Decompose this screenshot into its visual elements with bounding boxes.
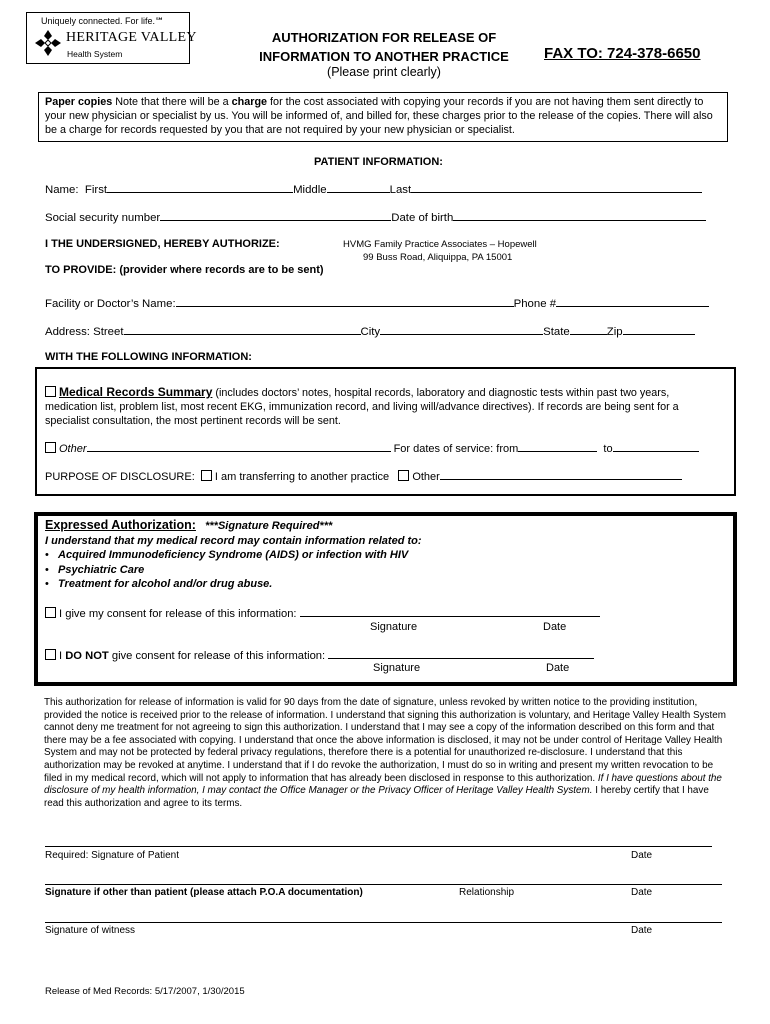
relationship-label: Relationship [459,887,515,898]
heritage-valley-logo-icon [34,29,62,57]
zip-field[interactable] [623,323,695,335]
patient-info-heading: PATIENT INFORMATION: [314,156,443,168]
no-consent-signature-field[interactable] [328,647,594,659]
disclaimer-text: This authorization for release of information is valid for 90 days from the date of signature, unless revoked by written notice to the providing institution, provided the notice is received prior to the release of information. I understand that signing this authorization is voluntary, and Heritage Valley Health System cannot deny me treatment for not agreeing to sign this authorization. I understand that I may see a copy of the information described on this form and that there may be a fee associated with copying. I understand that once the above information is disclosed, it may not be under control of Heritage Valley Health System and may not be protected by federal privacy regulations, therefore there is a potential for unauthorized re-disclosure. I understand that this authorization may be revoked at anytime. I understand that if I do revoke the authorization, I must do so in writing and present my written revocation to be filed in my medical record, which will not apply to information that has already been disclosed in response to this authorization. [44,697,726,784]
other-label: Other [59,443,87,455]
transfer-checkbox[interactable] [201,470,212,481]
phone-label: Phone # [513,298,557,310]
logo-name: HERITAGE VALLEY [66,30,197,45]
list-item: • Treatment for alcohol and/or drug abuse. [45,578,273,590]
middle-name-field[interactable] [327,181,390,193]
expressed-block [45,518,422,592]
provider-line2: 99 Buss Road, Aliquippa, PA 15001 [363,252,513,263]
other-date-label: Date [631,887,653,898]
other-row [45,440,699,455]
authorize-label: I THE UNDERSIGNED, HEREBY AUTHORIZE: [45,238,280,250]
medical-summary-text2: medication list, problem list, most recent EKG, immunization record, and living will/advance directives). If records are being sent for a [45,401,679,413]
no-consent-bold: DO NOT [65,650,109,662]
no-consent-checkbox[interactable] [45,649,56,660]
paper-copies-text2: for the cost associated with copying your records if you are not having them sent directly to your new physician or specialist by us. You will be informed of, and billed for, these charges prior to the release of the copies. There will also be a charge for records requested by you that are not required by your new physician or specialist. [45,96,713,137]
ssn-label: Social security number [45,212,161,224]
name-label: Name: [45,184,79,196]
address-row [45,323,695,338]
state-field[interactable] [570,323,607,335]
dates-label: For dates of service: from [393,443,519,455]
other-field[interactable] [87,440,391,452]
city-field[interactable] [380,323,543,335]
to-provide-label: TO PROVIDE: (provider where records are to be sent) [45,264,324,276]
name-row [45,181,702,196]
medical-summary-block [45,385,729,428]
list-item: • Psychiatric Care [45,563,145,576]
zip-label: Zip [606,326,623,338]
middle-label: Middle [293,184,327,196]
consent-row [45,605,600,620]
logo-tagline: Uniquely connected. For life.℠ [41,16,165,26]
ssn-field[interactable] [160,209,391,221]
understand-text: I understand that my medical record may contain information related to: [45,534,422,547]
witness-signature-label: Signature of witness [45,925,136,936]
disclaimer-end: I hereby certify that I have read this authorization and agree to its terms. [44,785,709,809]
patient-date-label: Date [631,850,653,861]
expressed-title: Expressed Authorization: [45,518,196,532]
address-label: Address: Street [45,326,124,338]
sensitive-info-list [45,548,422,592]
no-consent-suffix: give consent for release of this information: [108,650,326,662]
following-info-heading: WITH THE FOLLOWING INFORMATION: [45,351,252,363]
first-label: First [84,184,108,196]
to-label: to [603,443,613,455]
state-label: State [543,326,570,338]
provider-line1: HVMG Family Practice Associates – Hopewell [343,239,537,250]
logo-system: Health System [67,49,123,59]
dob-field[interactable] [453,209,706,221]
disclaimer-paragraph [44,697,728,810]
other-checkbox[interactable] [45,442,56,453]
facility-label: Facility or Doctor’s Name: [45,298,176,310]
witness-signature-line[interactable] [45,922,722,923]
last-name-field[interactable] [411,181,702,193]
facility-name-field[interactable] [176,295,514,307]
witness-date-label: Date [631,925,653,936]
medical-summary-text1: (includes doctors’ notes, hospital records, laboratory and diagnostic tests within past two years, [212,387,670,399]
no-consent-row [45,647,594,662]
other-signature-line[interactable] [45,884,722,885]
no-consent-date-label: Date [546,662,570,674]
patient-signature-label: Required: Signature of Patient [45,850,179,861]
paper-copies-text1: Note that there will be a [112,96,232,108]
phone-field[interactable] [556,295,709,307]
medical-summary-text3: specialist consultation, the most pertinent records will be sent. [45,415,341,427]
transfer-label: I am transferring to another practice [214,471,390,483]
paper-copies-charge: charge [231,96,268,108]
consent-signature-field[interactable] [300,605,600,617]
dob-label: Date of birth [391,212,454,224]
consent-label: I give my consent for release of this information: [59,608,297,620]
patient-signature-line[interactable] [45,846,712,847]
title-line1: AUTHORIZATION FOR RELEASE OF [271,30,497,45]
purpose-other-checkbox[interactable] [398,470,409,481]
last-label: Last [389,184,412,196]
footer-revision: Release of Med Records: 5/17/2007, 1/30/2015 [45,986,245,997]
consent-checkbox[interactable] [45,607,56,618]
street-field[interactable] [124,323,361,335]
ssn-row [45,209,706,224]
list-item: • Acquired Immunodeficiency Syndrome (AIDS) or infection with HIV [45,549,409,561]
no-consent-prefix: I [59,650,66,662]
purpose-other-field[interactable] [440,468,682,480]
signature-required: ***Signature Required*** [205,520,333,532]
medical-summary-label: Medical Records Summary [59,385,213,399]
purpose-label: PURPOSE OF DISCLOSURE: [45,471,195,483]
form-title [244,28,524,66]
fax-number: FAX TO: 724-378-6650 [544,45,701,62]
purpose-row [45,468,682,483]
date-from-field[interactable] [518,440,597,452]
title-line2: INFORMATION TO ANOTHER PRACTICE [259,49,509,64]
consent-date-label: Date [543,621,567,633]
paper-copies-bold: Paper copies [45,96,113,108]
facility-row [45,295,709,310]
first-name-field[interactable] [107,181,293,193]
no-consent-signature-label: Signature [373,662,421,674]
city-label: City [360,326,381,338]
date-to-field[interactable] [613,440,699,452]
purpose-other-label: Other [412,471,440,483]
other-signature-label: Signature if other than patient (please attach P.O.A documentation) [45,887,363,898]
consent-signature-label: Signature [370,621,418,633]
disclaimer-italic: If I have questions about the disclosure of my health information, I may contact the Office Manager or the Privacy Officer of Heritage Valley Health System. [44,772,722,797]
paper-copies-note [38,92,728,142]
form-subtitle: (Please print clearly) [327,65,441,79]
medical-summary-checkbox[interactable] [45,386,56,397]
